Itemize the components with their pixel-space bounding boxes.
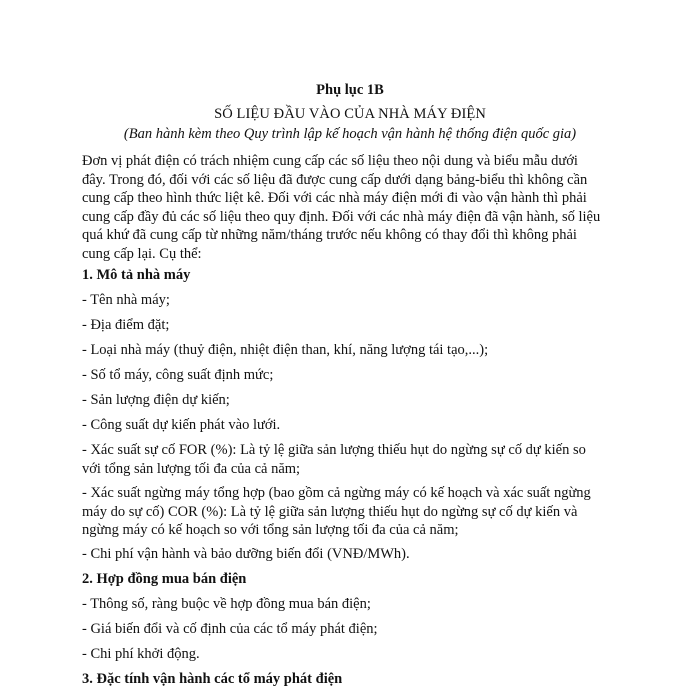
document-subtitle: (Ban hành kèm theo Quy trình lập kế hoạch vận hành hệ thống điện quốc gia) bbox=[123, 126, 577, 142]
list-item bbox=[82, 645, 622, 664]
intro-line: cung cấp theo hình thức liệt kê. Đối với các nhà máy điện mới đi vào vận hành thì phải bbox=[82, 190, 587, 206]
list-item-line: máy do sự cố) COR (%): Là tỷ lệ giữa sản lượng thiếu hụt do ngừng sự cố dự kiến và bbox=[82, 503, 578, 520]
list-item bbox=[82, 484, 622, 540]
list-item bbox=[82, 545, 622, 564]
section-heading-unit-operating-characteristics: 3. Đặc tính vận hành các tổ máy phát điện bbox=[82, 671, 343, 687]
list-item-line: - Giá biến đổi và cố định của các tổ máy phát điện; bbox=[82, 621, 378, 637]
document-title: SỐ LIỆU ĐẦU VÀO CỦA NHÀ MÁY ĐIỆN bbox=[214, 106, 486, 122]
intro-line: quá khứ đã cung cấp từ những năm/tháng trước nếu không có thay đổi thì không phải bbox=[82, 227, 577, 243]
list-item-line: - Tên nhà máy; bbox=[82, 292, 170, 308]
list-item bbox=[82, 341, 622, 360]
list-item-line: - Chi phí khởi động. bbox=[82, 646, 200, 662]
intro-paragraph bbox=[82, 152, 622, 263]
intro-line: Đơn vị phát điện có trách nhiệm cung cấp các số liệu theo nội dung và biểu mẫu dưới bbox=[82, 153, 578, 169]
list-item bbox=[82, 416, 622, 435]
list-item bbox=[82, 391, 622, 410]
list-item-line: - Thông số, ràng buộc về hợp đồng mua bán điện; bbox=[82, 596, 371, 612]
list-item bbox=[82, 366, 622, 385]
list-item-line: - Công suất dự kiến phát vào lưới. bbox=[82, 417, 281, 433]
list-item-line: - Địa điểm đặt; bbox=[82, 317, 170, 333]
intro-line: cung cấp đầy đủ các số liệu theo quy định. Đối với các nhà máy điện đã vận hành, số liệu bbox=[82, 208, 601, 225]
section-heading-plant-description: 1. Mô tả nhà máy bbox=[82, 267, 191, 283]
appendix-label: Phụ lục 1B bbox=[316, 82, 384, 98]
list-item bbox=[82, 620, 622, 639]
list-item-line: ngừng máy có kế hoạch so với tổng sản lượng tối đa của cả năm; bbox=[82, 522, 459, 538]
list-item-line: - Chi phí vận hành và bảo dưỡng biến đổi (VNĐ/MWh). bbox=[82, 546, 410, 562]
list-item-line: - Xác suất ngừng máy tổng hợp (bao gồm cả ngừng máy có kế hoạch và xác suất ngừng bbox=[82, 485, 591, 501]
list-item-line: - Xác suất sự cố FOR (%): Là tỷ lệ giữa sản lượng thiếu hụt do ngừng sự cố dự kiến so bbox=[82, 442, 586, 458]
list-item bbox=[82, 291, 622, 310]
list-item-line: với tổng sản lượng tối đa của cả năm; bbox=[82, 460, 301, 477]
list-item bbox=[82, 441, 622, 478]
intro-line: đây. Trong đó, đối với các số liệu đã được cung cấp dưới dạng bảng-biểu thì không cần bbox=[82, 171, 588, 188]
list-item bbox=[82, 316, 622, 335]
section-heading-power-purchase-contract: 2. Hợp đồng mua bán điện bbox=[82, 571, 247, 587]
intro-line: cung cấp lại. Cụ thể: bbox=[82, 245, 202, 262]
list-item bbox=[82, 595, 622, 614]
list-item-line: - Loại nhà máy (thuỷ điện, nhiệt điện than, khí, năng lượng tái tạo,...); bbox=[82, 342, 489, 358]
list-item-line: - Số tổ máy, công suất định mức; bbox=[82, 367, 274, 383]
list-item-line: - Sản lượng điện dự kiến; bbox=[82, 392, 230, 408]
